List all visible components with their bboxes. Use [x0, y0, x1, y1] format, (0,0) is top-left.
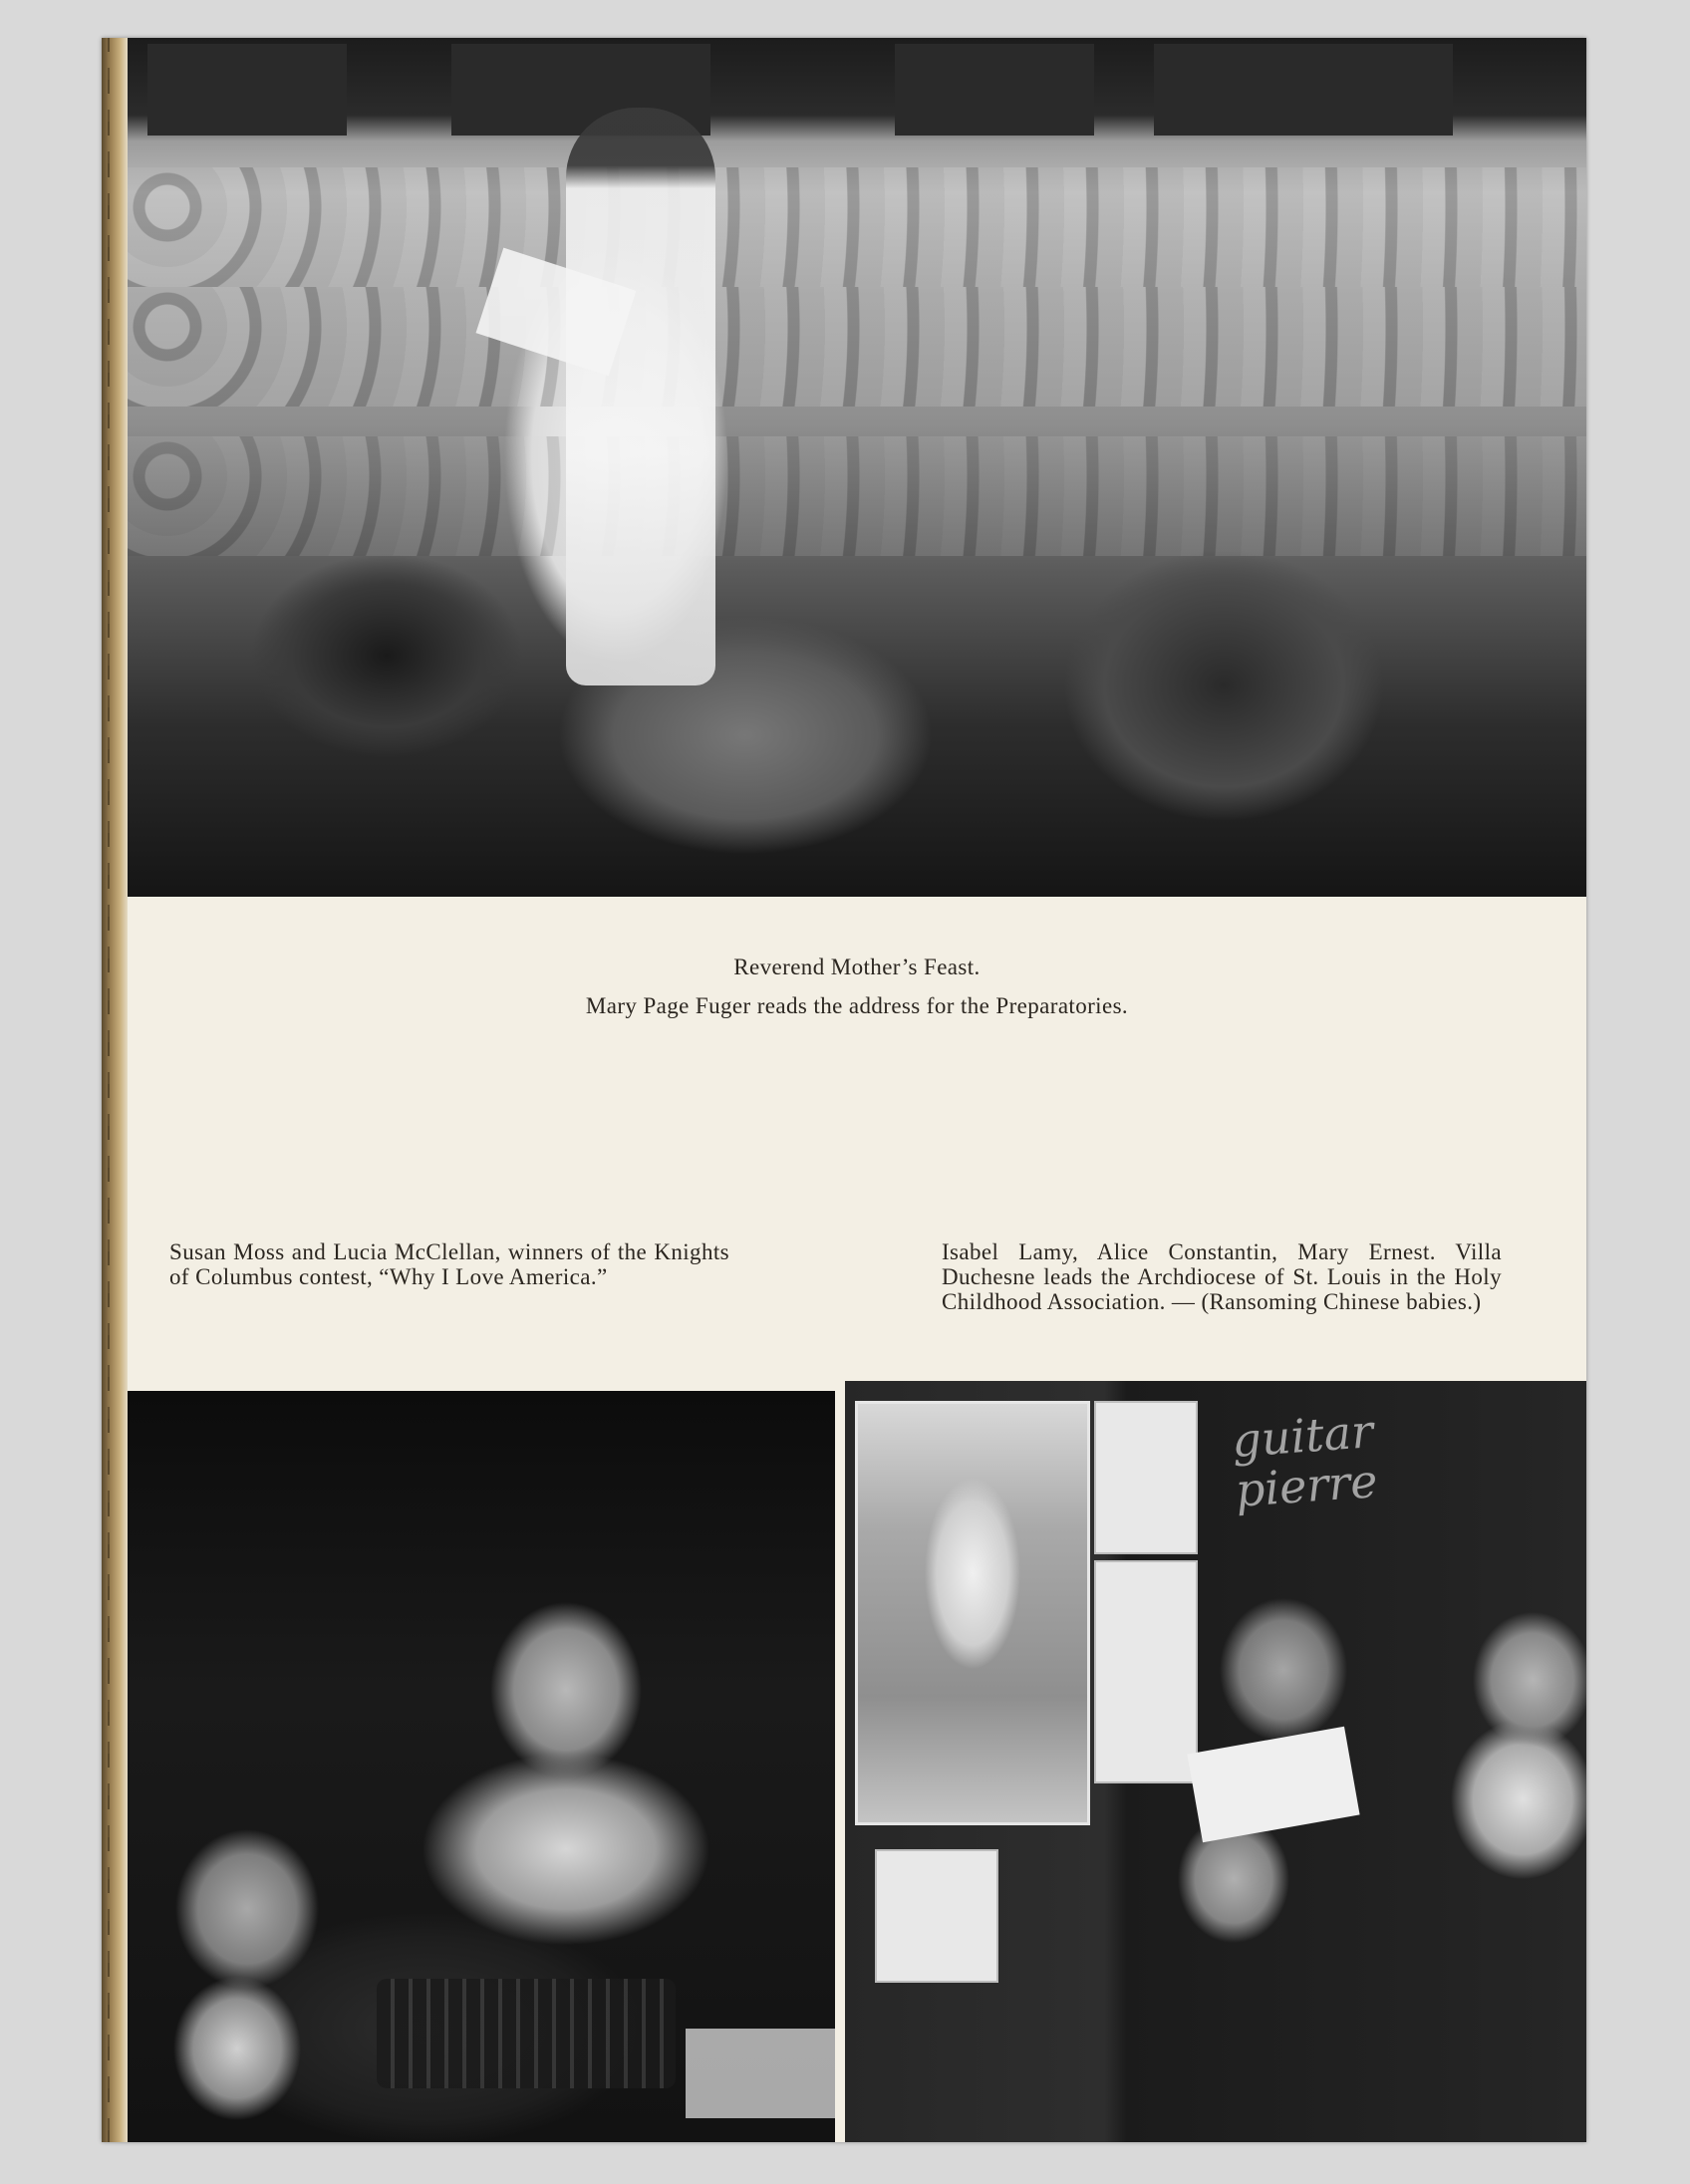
photo-wall-banner — [147, 44, 347, 136]
photo-certificate-card — [1094, 1401, 1198, 1554]
caption-top-line2: Mary Page Fuger reads the address for the Preparatories. — [585, 993, 1129, 1018]
page-binding-edge — [102, 38, 128, 2142]
photo-typewriter-paper — [686, 2029, 835, 2118]
photo-reverend-mothers-feast — [128, 38, 1586, 897]
caption-top — [128, 955, 1586, 1018]
photo-greeting-card — [1187, 1727, 1359, 1842]
photo-holy-childhood — [845, 1381, 1586, 2142]
photo-holy-childhood-poster — [855, 1401, 1090, 1825]
caption-bottom-right: Isabel Lamy, Alice Constantin, Mary Ernest. Villa Duchesne leads the Archdiocese of St. Louis in the Holy Childhood Association. — (Ransoming Chinese babies.) — [942, 1239, 1502, 1314]
photo-chalkboard-writing — [1231, 1406, 1379, 1515]
photo-wall-banner — [895, 44, 1094, 136]
photo-contest-winners — [128, 1391, 835, 2142]
photo-standing-reader — [566, 108, 715, 685]
photo-picture-card — [875, 1849, 998, 1983]
yearbook-page — [102, 38, 1586, 2142]
photo-audience-row — [128, 436, 1586, 556]
caption-top-line1: Reverend Mother’s Feast. — [733, 955, 981, 979]
photo-audience-row — [128, 287, 1586, 407]
chalkboard-line1: guitar — [1230, 1404, 1375, 1468]
chalkboard-line2: pierre — [1234, 1454, 1380, 1517]
photo-audience-row — [128, 167, 1586, 287]
photo-wall-banner — [1154, 44, 1453, 136]
caption-bottom-left: Susan Moss and Lucia McClellan, winners of the Knights of Columbus contest, “Why I Love America.” — [169, 1239, 729, 1289]
photo-certificate-card — [1094, 1560, 1198, 1783]
photo-typewriter — [377, 1979, 676, 2088]
